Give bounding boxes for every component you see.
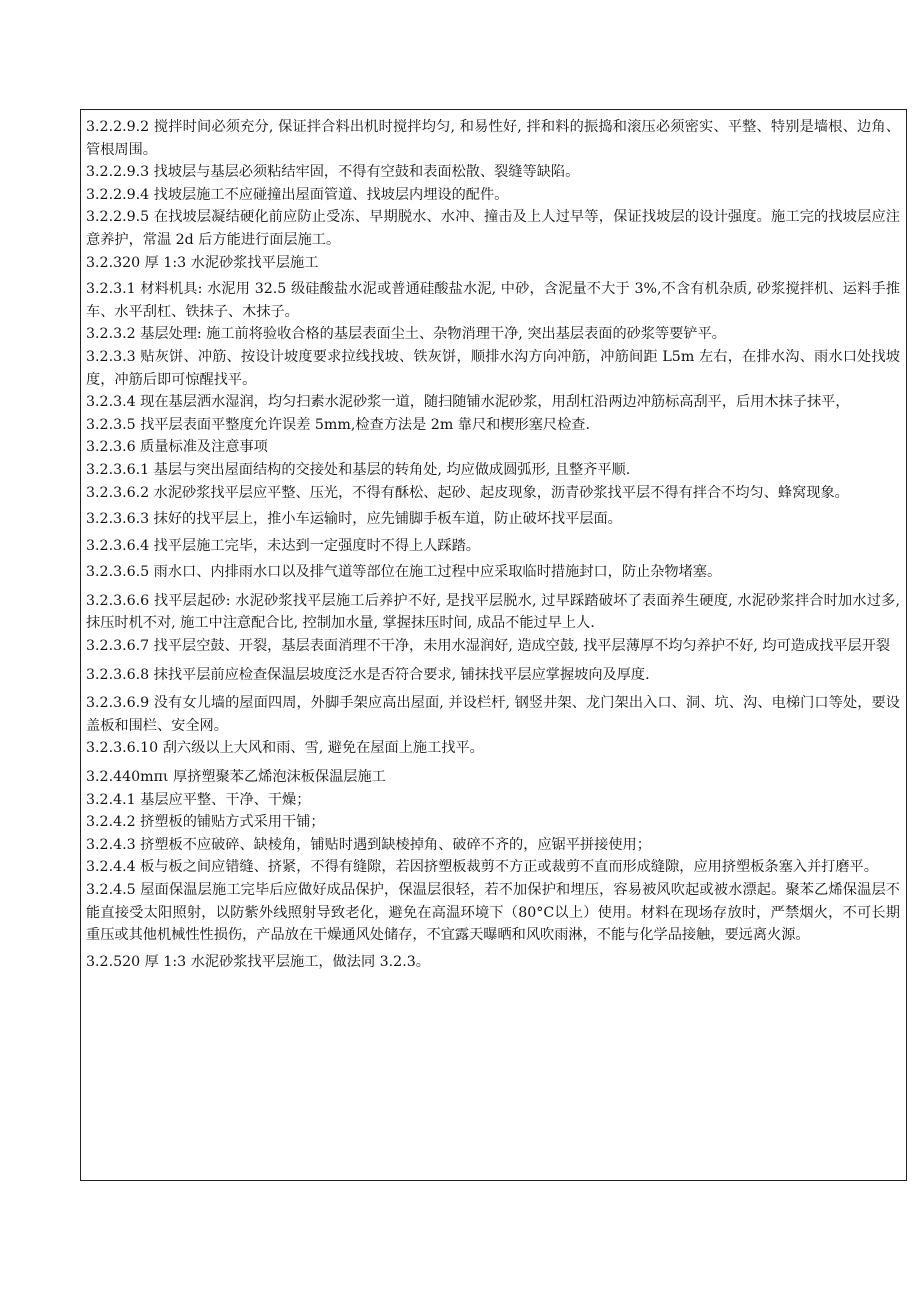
document-paragraph: 3.2.3.1 材料机具: 水泥用 32.5 级硅酸盐水泥或普通硅酸盐水泥, 中砂，含泥量不大于 3%,不含有机杂质, 砂浆搅拌机、运料手推车、水平刮杠、铁抹子、木抹子。 xyxy=(86,281,900,320)
document-paragraph: 3.2.3.6 质量标准及注意事项 xyxy=(86,439,268,456)
document-paragraph: 3.2.3.4 现在基层洒水湿润，均匀扫素水泥砂浆一道，随扫随铺水泥砂浆，用刮杠沿两边冲筋标高刮平，后用木抹子抹平， xyxy=(86,394,850,411)
document-paragraph: 3.2.2.9.2 搅拌时间必须充分, 保证拌合料出机时搅拌均匀, 和易性好, 拌和料的振捣和滚压必须密实、平整、特别是墙根、边角、管根周围。 xyxy=(86,119,900,158)
document-paragraph: 3.2.3.6.3 抹好的找平层上，推小车运输时，应先铺脚手板车道，防止破坏找平层面。 xyxy=(86,511,622,528)
document-paragraph: 3.2.4.4 板与板之间应错缝、挤紧，不得有缝隙，若因挤塑板裁剪不方正或裁剪不直而形成缝隙，应用挤塑板条塞入并打磨平。 xyxy=(86,859,878,876)
document-paragraph: 3.2.320 厚 1:3 水泥砂浆找平层施工 xyxy=(86,254,319,271)
document-frame xyxy=(80,109,907,1181)
document-paragraph: 3.2.4.3 挤塑板不应破碎、缺棱角，铺贴时遇到缺棱掉角、破碎不齐的，应锯平拼接使用； xyxy=(86,836,651,853)
document-paragraph: 3.2.4.5 屋面保温层施工完毕后应做好成品保护，保温层很轻，若不加保护和埋压，容易被风吹起或被水漂起。聚苯乙烯保温层不能直接受太阳照射，以防紫外线照射导致老化，避免在高温环境下（80°C以上）使用。材料在现场存放时，严禁烟火，不可长期重压或其他机械性性损伤，产品放在干燥通风处储存，不宜露天曝晒和风吹雨淋，不能与化学品接触，要远离火源。 xyxy=(86,882,900,944)
document-paragraph: 3.2.3.5 找平层表面平整度允许误差 5mm,检查方法是 2m 靠尺和楔形塞尺检查. xyxy=(86,416,590,433)
document-paragraph: 3.2.3.6.4 找平层施工完毕，未达到一定强度时不得上人踩踏。 xyxy=(86,537,480,554)
document-paragraph: 3.2.3.6.6 找平层起砂: 水泥砂浆找平层施工后养护不好, 是找平层脱水, 过早踩踏破坏了表面养生硬度, 水泥砂浆拌合时加水过多, 抹压时机不对, 施工中注意配合比, 控制加水量, 掌握抹压时间, 成品不能过早上人. xyxy=(86,592,900,632)
document-paragraph: 3.2.3.6.10 刮六级以上大风和雨、雪, 避免在屋面上施工找平。 xyxy=(86,740,484,757)
document-paragraph: 3.2.4.1 基层应平整、干净、干燥； xyxy=(86,791,311,808)
document-paragraph: 3.2.520 厚 1:3 水泥砂浆找平层施工，做法同 3.2.3。 xyxy=(86,953,430,970)
document-paragraph: 3.2.3.6.9 没有女儿墙的屋面四周，外脚手架应高出屋面, 并设栏杆, 钢竖井架、龙门架出入口、洞、坑、沟、电梯门口等处，要设盖板和围栏、安全网。 xyxy=(86,695,900,734)
document-paragraph: 3.2.3.6.8 抹找平层前应检查保温层坡度泛水是否符合要求, 铺抹找平层应掌握坡向及厚度. xyxy=(86,666,650,683)
document-paragraph: 3.2.2.9.3 找坡层与基层必须粘结牢固，不得有空鼓和表面松散、裂缝等缺陷。 xyxy=(86,164,580,181)
document-paragraph: 3.2.3.6.7 找平层空鼓、开裂，基层表面消理不干净，未用水湿润好, 造成空鼓, 找平层薄厚不均匀养护不好, 均可造成找平层开裂 xyxy=(86,638,891,655)
document-paragraph: 3.2.440mπι 厚挤塑聚苯乙烯泡沫板保温层施工 xyxy=(86,769,386,786)
document-paragraph: 3.2.3.2 基层处理: 施工前将验收合格的基层表面尘土、杂物消理干净, 突出基层表面的砂浆等要铲平。 xyxy=(86,326,726,343)
document-body xyxy=(86,116,900,973)
document-paragraph: 3.2.3.3 贴灰饼、冲筋、按设计坡度要求拉线找坡、铁灰饼，顺排水沟方向冲筋，冲筋间距 L5m 左右，在排水沟、雨水口处找坡度，冲筋后即可惊醒找平。 xyxy=(86,348,900,388)
document-paragraph: 3.2.3.6.1 基层与突出屋面结构的交接处和基层的转角处, 均应做成圆弧形, 且整齐平顺. xyxy=(86,461,631,478)
document-paragraph: 3.2.4.2 挤塑板的铺贴方式采用干铺； xyxy=(86,814,325,831)
document-paragraph: 3.2.3.6.2 水泥砂浆找平层应平整、压光，不得有酥松、起砂、起皮现象，沥青砂浆找平层不得有拌合不均匀、蜂窝现象。 xyxy=(86,484,849,501)
document-paragraph: 3.2.2.9.5 在找坡层凝结硬化前应防止受冻、早期脱水、水冲、撞击及上人过早等，保证找坡层的设计强度。施工完的找坡层应注意养护，常温 2d 后方能进行面层施工。 xyxy=(86,209,900,248)
document-paragraph: 3.2.2.9.4 找坡层施工不应碰撞出屋面管道、找坡层内埋设的配件。 xyxy=(86,186,509,203)
document-paragraph: 3.2.3.6.5 雨水口、内排雨水口以及排气道等部位在施工过程中应采取临时措施封口，防止杂物堵塞。 xyxy=(86,564,722,581)
